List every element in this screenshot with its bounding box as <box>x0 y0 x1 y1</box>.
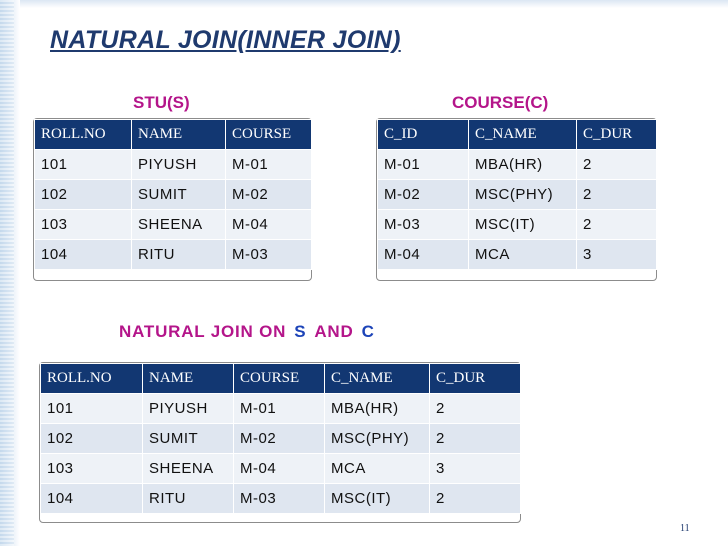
table-cell: 103 <box>35 210 132 240</box>
table-cell: 2 <box>430 394 521 424</box>
table-row <box>41 454 521 484</box>
column-header: NAME <box>132 120 226 150</box>
table-cell: SHEENA <box>143 454 234 484</box>
join-result-table <box>40 363 521 514</box>
table-cell: 102 <box>35 180 132 210</box>
table-row <box>378 180 657 210</box>
join-caption <box>119 322 375 342</box>
column-header: C_NAME <box>469 120 577 150</box>
table-cell: 3 <box>577 240 657 270</box>
table-cell: 2 <box>577 150 657 180</box>
join-caption-prefix: NATURAL JOIN ON <box>119 322 287 341</box>
table-cell: MCA <box>469 240 577 270</box>
stu-table-caption: STU(S) <box>133 93 190 112</box>
join-caption-and: AND <box>314 322 354 341</box>
table-cell: MSC(PHY) <box>325 424 430 454</box>
table-cell: MSC(IT) <box>325 484 430 514</box>
table-cell: M-03 <box>378 210 469 240</box>
slide-title: NATURAL JOIN(INNER JOIN) <box>50 26 401 54</box>
table-cell: M-02 <box>234 424 325 454</box>
table-cell: SUMIT <box>132 180 226 210</box>
column-header: ROLL.NO <box>35 120 132 150</box>
table-row <box>35 240 312 270</box>
table-cell: RITU <box>132 240 226 270</box>
table-cell: M-02 <box>226 180 312 210</box>
table-cell: 101 <box>41 394 143 424</box>
table-cell: M-01 <box>226 150 312 180</box>
table-cell: PIYUSH <box>132 150 226 180</box>
join-caption-s: S <box>294 322 307 341</box>
table-row <box>41 484 521 514</box>
table-cell: SHEENA <box>132 210 226 240</box>
table-cell: MCA <box>325 454 430 484</box>
table-cell: 2 <box>577 210 657 240</box>
column-header: C_DUR <box>430 364 521 394</box>
table-header-row <box>35 120 312 150</box>
table-cell: 101 <box>35 150 132 180</box>
table-row <box>378 150 657 180</box>
table-cell: M-01 <box>378 150 469 180</box>
table-cell: 3 <box>430 454 521 484</box>
table-cell: 103 <box>41 454 143 484</box>
join-caption-c: C <box>361 322 375 341</box>
table-row <box>35 210 312 240</box>
table-header-row <box>41 364 521 394</box>
table-cell: PIYUSH <box>143 394 234 424</box>
table-row <box>378 240 657 270</box>
table-cell: MBA(HR) <box>325 394 430 424</box>
column-header: COURSE <box>226 120 312 150</box>
table-cell: M-01 <box>234 394 325 424</box>
table-row <box>35 180 312 210</box>
column-header: NAME <box>143 364 234 394</box>
table-row <box>378 210 657 240</box>
page-number: 11 <box>680 523 690 534</box>
column-header: COURSE <box>234 364 325 394</box>
table-cell: MBA(HR) <box>469 150 577 180</box>
table-cell: M-03 <box>234 484 325 514</box>
column-header: C_NAME <box>325 364 430 394</box>
column-header: ROLL.NO <box>41 364 143 394</box>
table-cell: SUMIT <box>143 424 234 454</box>
table-cell: MSC(IT) <box>469 210 577 240</box>
table-cell: M-04 <box>378 240 469 270</box>
table-cell: 2 <box>430 484 521 514</box>
course-table <box>377 119 657 270</box>
side-decorative-strip <box>0 0 20 546</box>
table-cell: M-04 <box>226 210 312 240</box>
table-row <box>41 394 521 424</box>
table-row <box>41 424 521 454</box>
table-cell: 2 <box>577 180 657 210</box>
table-cell: 102 <box>41 424 143 454</box>
table-cell: RITU <box>143 484 234 514</box>
table-cell: M-03 <box>226 240 312 270</box>
table-cell: M-04 <box>234 454 325 484</box>
table-cell: 104 <box>35 240 132 270</box>
stu-table <box>34 119 312 270</box>
table-cell: MSC(PHY) <box>469 180 577 210</box>
top-decorative-band <box>0 0 728 8</box>
column-header: C_DUR <box>577 120 657 150</box>
table-cell: 104 <box>41 484 143 514</box>
course-table-caption: COURSE(C) <box>452 93 549 112</box>
table-row <box>35 150 312 180</box>
table-cell: M-02 <box>378 180 469 210</box>
table-header-row <box>378 120 657 150</box>
column-header: C_ID <box>378 120 469 150</box>
table-cell: 2 <box>430 424 521 454</box>
